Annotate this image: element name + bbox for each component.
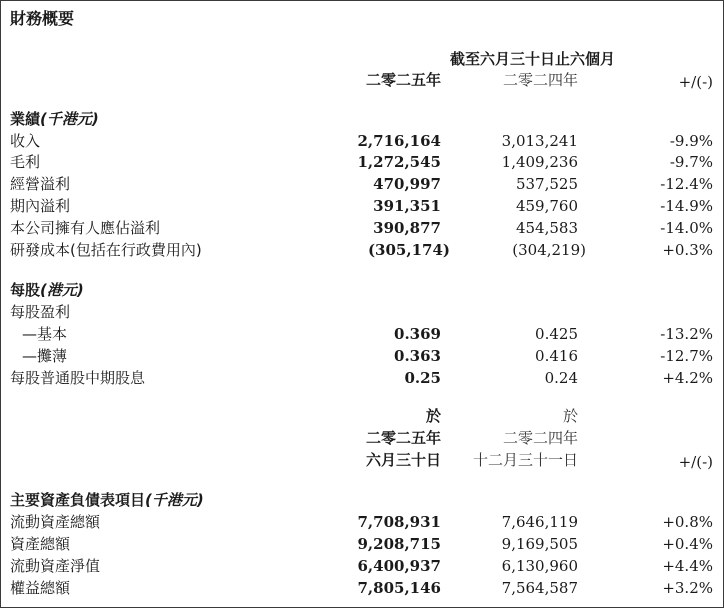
- row-label: 流動資產淨值: [10, 557, 101, 575]
- as-at-2025: 於: [425, 407, 441, 425]
- value-change: -13.2%: [660, 325, 713, 343]
- period-header: 截至六月三十日止六個月: [449, 50, 615, 68]
- value-2025: 2,716,164: [357, 132, 441, 150]
- value-2024: 9,169,505: [501, 535, 578, 553]
- row-label: 經營溢利: [10, 175, 71, 193]
- value-change: +3.2%: [662, 579, 713, 597]
- value-2024: 537,525: [515, 175, 578, 193]
- section-heading-results-unit: (千港元): [40, 110, 99, 128]
- row-label: 資產總額: [10, 535, 71, 553]
- value-2025: 7,805,146: [357, 579, 441, 597]
- value-2025: 6,400,937: [357, 557, 441, 575]
- column-header-change: +/(-): [678, 73, 713, 91]
- column-header-change-2: +/(-): [678, 453, 713, 471]
- value-2025: (305,174): [367, 241, 450, 259]
- value-2024: 3,013,241: [501, 132, 578, 150]
- column-header-2024-year: 二零二四年: [502, 429, 578, 447]
- row-label: 毛利: [10, 153, 41, 171]
- value-2024: 1,409,236: [501, 153, 578, 171]
- value-2024: 6,130,960: [501, 557, 578, 575]
- column-header-2025: 二零二五年: [365, 71, 441, 89]
- value-change: +0.3%: [662, 241, 713, 259]
- value-2024: 7,646,119: [501, 513, 578, 531]
- value-2024: 7,564,587: [501, 579, 578, 597]
- value-2025: 390,877: [373, 219, 441, 237]
- section-heading-results: [10, 109, 99, 129]
- value-change: +4.2%: [662, 369, 713, 387]
- value-change: -12.4%: [660, 175, 713, 193]
- value-2025: 391,351: [373, 197, 441, 215]
- value-change: +0.8%: [662, 513, 713, 531]
- value-2025: 0.369: [394, 325, 441, 343]
- section-heading-balance-sheet-main: 主要資產負債表項目: [10, 491, 146, 509]
- value-2025: 1,272,545: [357, 153, 441, 171]
- value-2024: 454,583: [515, 219, 578, 237]
- row-label: 流動資產總額: [10, 513, 101, 531]
- row-label: —基本: [22, 325, 68, 343]
- value-2025: 7,708,931: [357, 513, 441, 531]
- value-change: -9.7%: [669, 153, 713, 171]
- row-label: —攤薄: [22, 347, 68, 365]
- row-label: 收入: [10, 132, 41, 150]
- column-header-2025-year: 二零二五年: [365, 429, 441, 447]
- value-change: -14.0%: [660, 219, 713, 237]
- value-2025: 470,997: [373, 175, 441, 193]
- column-header-2024: 二零二四年: [502, 71, 578, 89]
- value-2025: 9,208,715: [357, 535, 441, 553]
- value-change: -14.9%: [660, 197, 713, 215]
- value-change: +0.4%: [662, 535, 713, 553]
- value-2025: 0.25: [404, 369, 441, 387]
- row-label: 每股普通股中期股息: [10, 369, 146, 387]
- section-heading-balance-sheet: [10, 490, 204, 510]
- column-header-2025-date: 六月三十日: [365, 451, 441, 469]
- section-heading-per-share-main: 每股: [10, 281, 41, 299]
- value-2024: (304,219): [512, 241, 586, 259]
- section-heading-per-share-unit: (港元): [40, 281, 84, 299]
- page-title: 財務概要: [10, 9, 75, 28]
- row-label: 權益總額: [10, 579, 71, 597]
- row-label: 研發成本(包括在行政費用內): [10, 241, 202, 259]
- value-change: -12.7%: [660, 347, 713, 365]
- value-change: +4.4%: [662, 557, 713, 575]
- section-heading-per-share: [10, 280, 84, 300]
- section-heading-results-main: 業績: [10, 110, 41, 128]
- row-label: 本公司擁有人應佔溢利: [10, 219, 161, 237]
- value-2024: 0.425: [535, 325, 578, 343]
- as-at-2024: 於: [562, 407, 578, 425]
- section-heading-balance-sheet-unit: (千港元): [145, 491, 204, 509]
- eps-label: 每股盈利: [10, 303, 71, 321]
- value-2024: 459,760: [515, 197, 578, 215]
- value-change: -9.9%: [669, 132, 713, 150]
- column-header-2024-date: 十二月三十一日: [472, 451, 578, 469]
- value-2024: 0.24: [544, 369, 578, 387]
- value-2025: 0.363: [394, 347, 441, 365]
- value-2024: 0.416: [535, 347, 578, 365]
- row-label: 期內溢利: [10, 197, 71, 215]
